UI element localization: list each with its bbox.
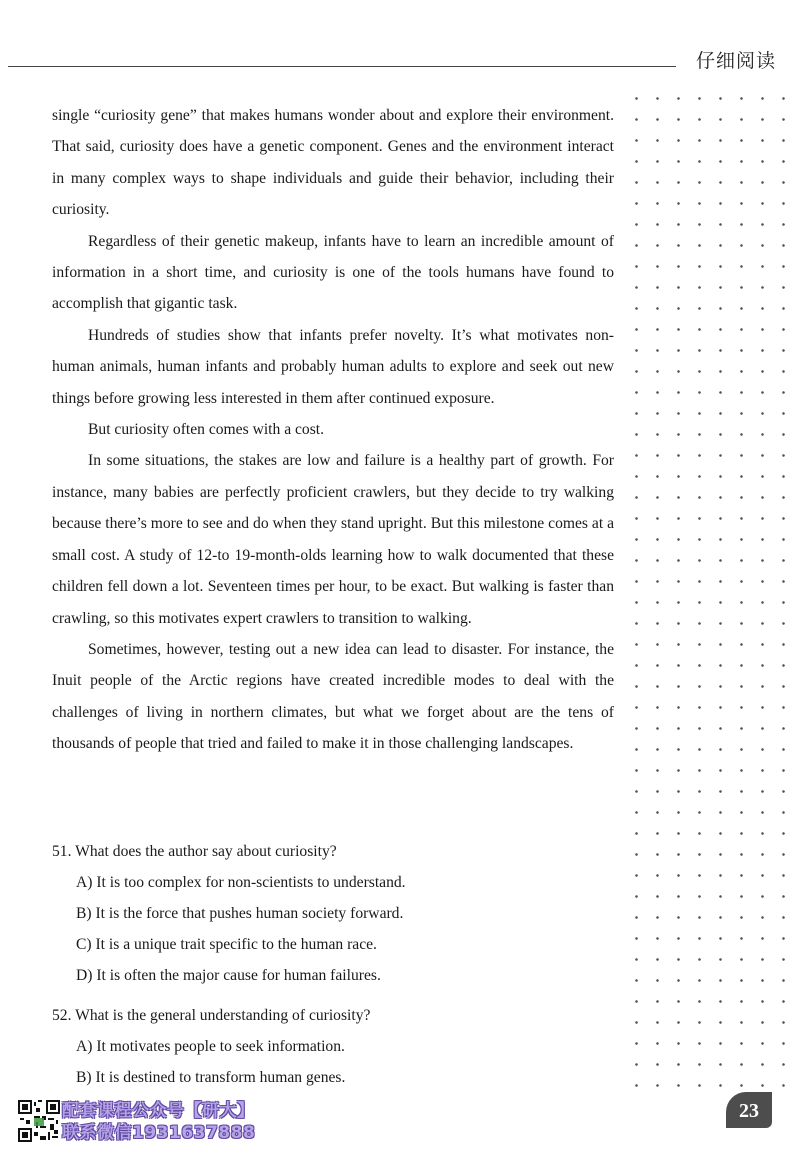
question-stem: 51. What does the author say about curiosity? bbox=[52, 843, 337, 860]
answer-option-d: D) It is often the major cause for human failures. bbox=[76, 967, 381, 984]
answer-option-a: A) It is too complex for non-scientists to understand. bbox=[76, 874, 406, 891]
question-51 bbox=[52, 836, 612, 991]
section-title: 仔细阅读 bbox=[696, 50, 777, 72]
passage-paragraph: Hundreds of studies show that infants prefer novelty. It’s what motivates non-human animals, human infants and probably human adults to explore and seek out new things before growing less interested in them after continued exposure. bbox=[52, 326, 614, 407]
page-number: 23 bbox=[726, 1092, 772, 1128]
passage-paragraph: Sometimes, however, testing out a new idea can lead to disaster. For instance, the Inuit people of the Arctic regions have created incredible modes to deal with the challenges of living in northern climates, but what we forget about are the tens of thousands of people that tried and failed to make it in those challenging landscapes. bbox=[52, 640, 614, 753]
dot-grid-notes-area bbox=[626, 88, 790, 1088]
passage-paragraph: single “curiosity gene” that makes humans wonder about and explore their environment. That said, curiosity does have a genetic component. Genes and the environment interact in many complex ways to shape individuals and guide their behavior, including their curiosity. bbox=[52, 107, 614, 219]
question-stem: 52. What is the general understanding of curiosity? bbox=[52, 1007, 371, 1024]
watermark bbox=[62, 1100, 312, 1144]
question-list bbox=[52, 836, 612, 1102]
watermark-line-1: 配套课程公众号【研大】 bbox=[62, 1101, 255, 1121]
header-divider bbox=[8, 66, 676, 67]
answer-option-c: C) It is a unique trait specific to the human race. bbox=[76, 936, 377, 953]
answer-option-b: B) It is destined to transform human genes. bbox=[76, 1069, 346, 1086]
answer-option-a: A) It motivates people to seek information. bbox=[76, 1038, 345, 1055]
question-52 bbox=[52, 1000, 612, 1093]
watermark-line-2: 联系微信1931637888 bbox=[62, 1123, 256, 1143]
answer-option-b: B) It is the force that pushes human society forward. bbox=[76, 905, 404, 922]
qr-code-icon bbox=[18, 1098, 60, 1144]
passage-paragraph: In some situations, the stakes are low and failure is a healthy part of growth. For instance, many babies are perfectly proficient crawlers, but they decide to try walking because there’s more to see and do when they stand upright. But this milestone comes at a small cost. A study of 12-to 19-month-olds learning how to walk documented that these children fell down a lot. Seventeen times per hour, to be exact. But walking is faster than crawling, so this motivates expert crawlers to transition to walking. bbox=[52, 452, 614, 627]
passage-paragraph: Regardless of their genetic makeup, infants have to learn an incredible amount of information in a short time, and curiosity is one of the tools humans have found to accomplish that gigantic task. bbox=[52, 232, 614, 313]
passage bbox=[52, 100, 614, 760]
passage-paragraph: But curiosity often comes with a cost. bbox=[88, 421, 325, 439]
